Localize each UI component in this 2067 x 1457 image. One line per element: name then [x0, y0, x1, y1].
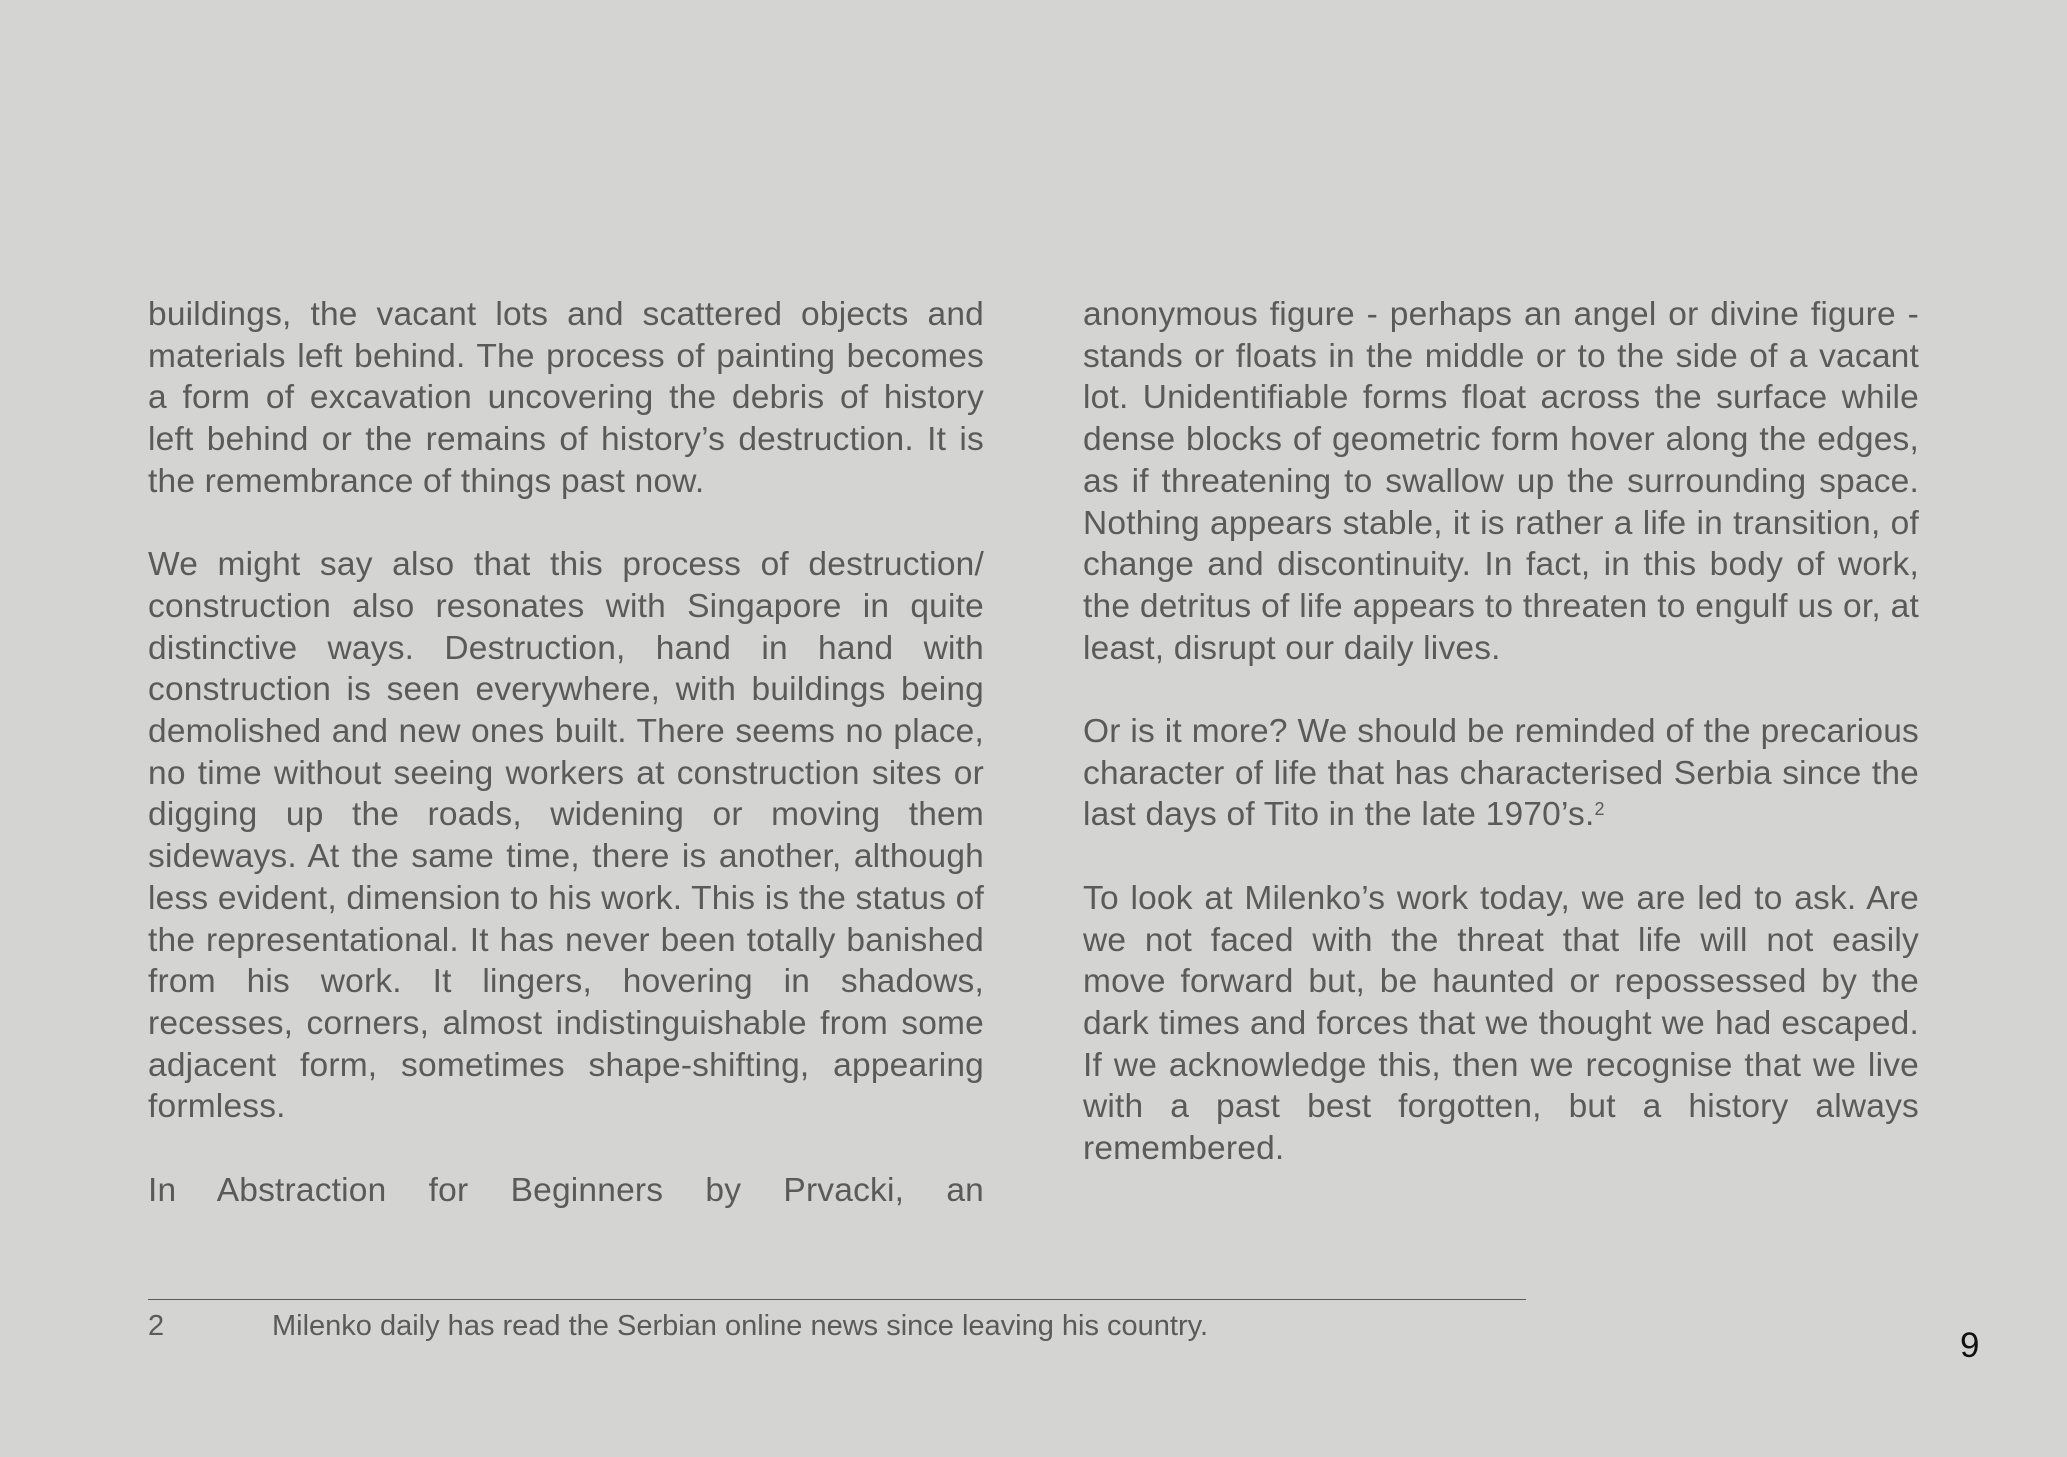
- footnote-text: Milenko daily has read the Serbian online news since leaving his country.: [272, 1310, 1209, 1342]
- page-number: 9: [1960, 1326, 1980, 1365]
- right-column: [1083, 294, 1919, 1211]
- right-paragraph-2-text: Or is it more? We should be reminded of the precarious character of life that has characterised Serbia since the last days of Tito in the late 1970’s.: [1083, 713, 1919, 834]
- left-paragraph-3: In Abstraction for Beginners by Prvacki, an: [148, 1171, 984, 1209]
- footnote: [148, 1308, 1208, 1344]
- footnote-number: 2: [148, 1310, 165, 1342]
- right-paragraph-2: [1083, 711, 1919, 836]
- footnote-divider: [148, 1299, 1526, 1300]
- right-paragraph-3: To look at Milenko’s work today, we are led to ask. Are we not faced with the threat that life will not easily move forward but, be haunted or repossessed by the dark times and forces that we thought we had escaped. If we acknowledge this, then we recognise that we live with a past best forgotten, but a history always remembered.: [1083, 879, 1919, 1168]
- left-paragraph-1: buildings, the vacant lots and scattered objects and materials left behind. The process of painting becomes a form of excavation uncovering the debris of history left behind or the remains of history’s destruction. It is the remembrance of things past now.: [148, 296, 984, 500]
- left-column: [148, 294, 984, 1211]
- right-paragraph-1: anonymous figure - perhaps an angel or divine figure - stands or floats in the middle or to the side of a vacant lot. Unidentifiable forms float across the surface while dense blocks of geometric form hover along the edges, as if threatening to swallow up the surrounding space. Nothing appears stable, it is rather a life in transition, of change and discontinuity. In fact, in this body of work, the detritus of life appears to threaten to engulf us or, at least, disrupt our daily lives.: [1083, 296, 1919, 667]
- footnote-reference: 2: [1594, 799, 1605, 820]
- left-paragraph-2: We might say also that this process of destruction/ construction also resonates with Singapore in quite distinctive ways. Destruction, hand in hand with construction is seen everywhere, with buildings being demolished and new ones built. There seems no place, no time without seeing workers at construction sites or digging up the roads, widening or moving them sideways. At the same time, there is another, although less evident, dimension to his work. This is the status of the representational. It has never been totally banished from his work. It lingers, hovering in shadows, recesses, corners, almost indistinguishable from some adjacent form, sometimes shape-shifting, appearing formless.: [148, 546, 984, 1126]
